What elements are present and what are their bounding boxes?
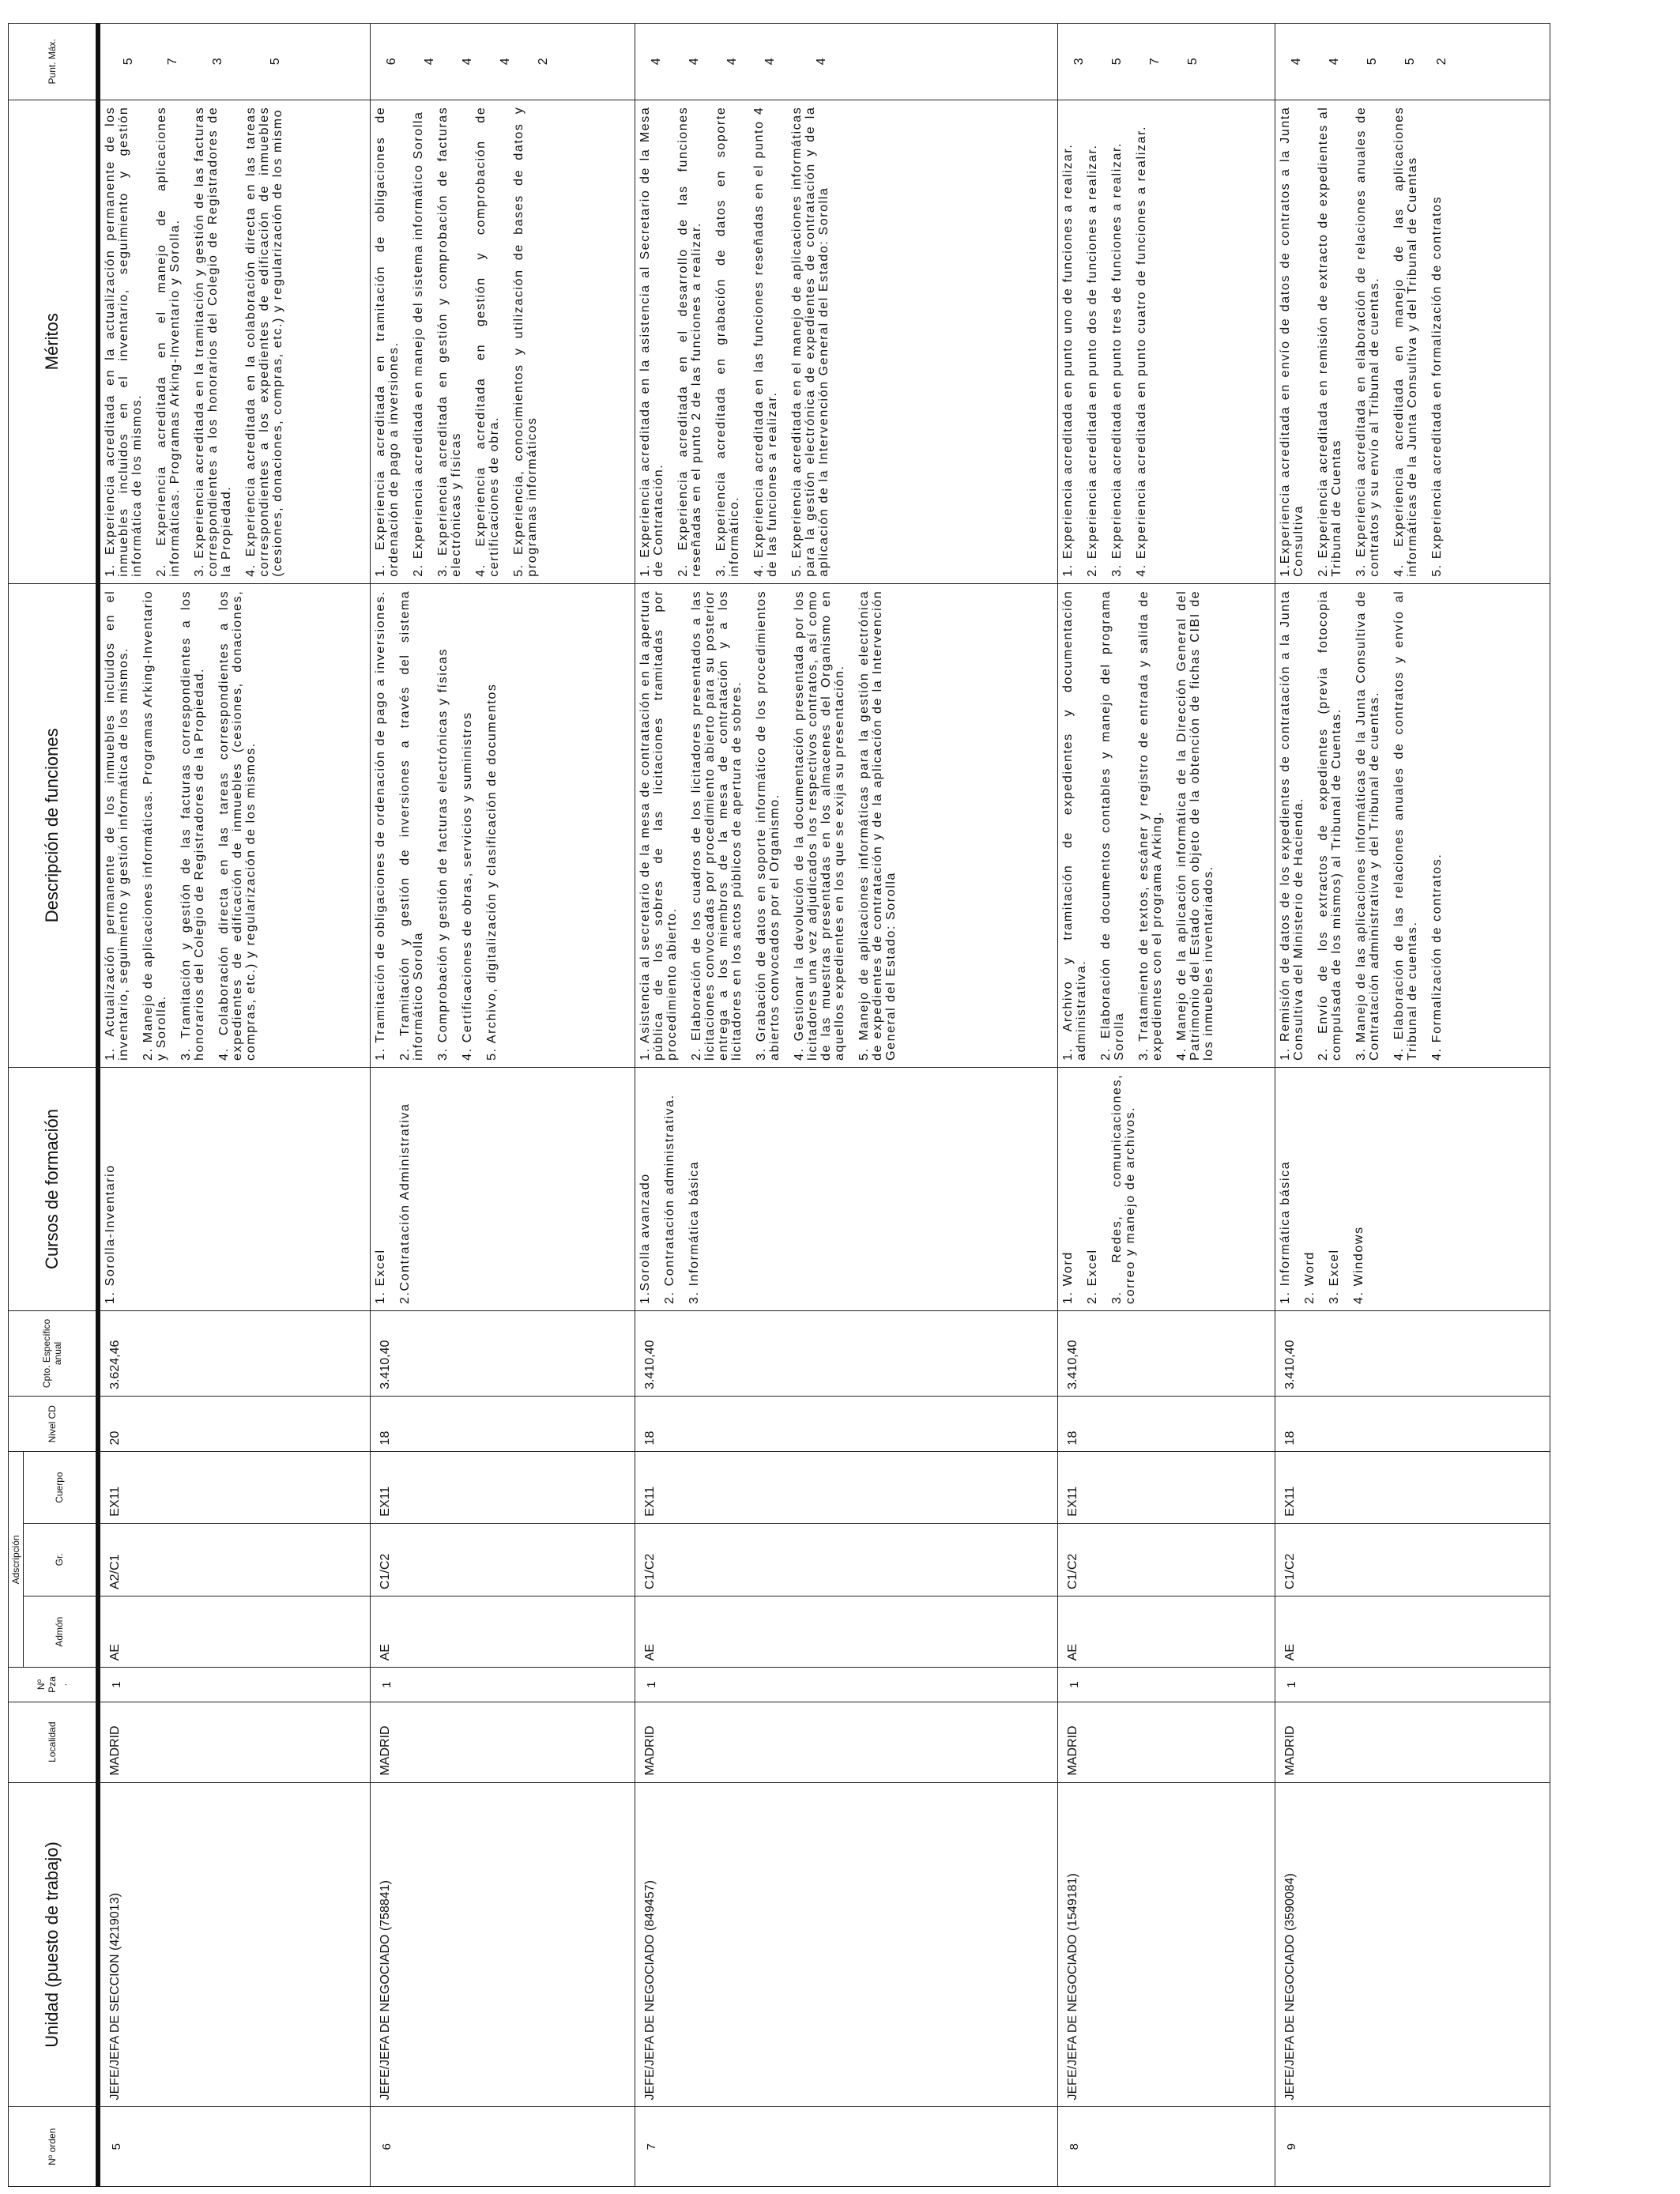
punto-value: 5 (1365, 58, 1379, 66)
puntos-list (379, 30, 568, 93)
cursos-list (374, 1074, 412, 1304)
punto-value: 2 (537, 58, 550, 66)
punto-value: 6 (385, 58, 398, 66)
unidad-cell: JEFE/JEFA DE NEGOCIADO (849457) (635, 1782, 1058, 2107)
table-row (98, 24, 371, 2187)
curso-item: 1. Excel (374, 1249, 387, 1305)
funcion-item: 5. Manejo de aplicaciones informáticas para la gestión electrónica de expedientes de contratación y de la aplicación de la Intervención General del Estado: Sorolla (857, 590, 898, 1061)
especifico-cell: 3.410,40 (635, 1311, 1058, 1397)
curso-item: 1. Sorolla-Inventario (103, 1164, 117, 1305)
header-row-top (9, 24, 24, 2187)
header-nivel: Nivel CD (9, 1396, 98, 1452)
merito-item: 2. Experiencia acreditada en el desarrollo de las funciones reseñadas en el punto 2 de las funciones a realizar. (676, 106, 703, 577)
funcion-item: 1. Tramitación de obligaciones de ordenación de pago a inversiones. (374, 590, 387, 1061)
nivel-cell: 20 (98, 1396, 371, 1452)
admon-cell: AE (1275, 1596, 1550, 1668)
merito-item: 1.Experiencia acreditada en envío de datos de contratos a la Junta Consultiva (1279, 106, 1305, 577)
funciones-cell (635, 583, 1058, 1067)
merito-item: 1. Experiencia acreditada en la actualización permanente de los inmuebles incluidos en el inventario, seguimiento y gestión informática de los mismos. (103, 106, 144, 577)
funcion-item: 3. Comprobación y gestión de facturas electrónicas y físicas (436, 647, 450, 1061)
puntos-cell (635, 24, 1058, 100)
merito-item: 5. Experiencia acreditada en formalización de contratos (1430, 195, 1444, 577)
nivel-cell: 18 (1275, 1396, 1550, 1452)
curso-item: 4. Windows (1352, 1226, 1365, 1305)
curso-item: 2. Word (1303, 1251, 1317, 1305)
orden-cell: 5 (98, 2107, 371, 2187)
punto-value: 5 (268, 58, 282, 66)
funcion-item: 4. Gestionar la devolución de la documentación presentada por los licitadores una vez adjudicados los respectivos contratos, así como de las muestras presentadas en los almacenes del Organismo en aquellos expedientes en los que se exija su presentación. (793, 590, 846, 1061)
punto-value: 5 (1110, 58, 1124, 66)
curso-item: 2.Contratación Administrativa (398, 1103, 412, 1305)
table-row (1275, 24, 1550, 2187)
funciones-list (374, 590, 499, 1061)
grupo-cell: A2/C1 (98, 1523, 371, 1596)
merito-item: 2. Experiencia acreditada en el manejo de aplicaciones informáticas. Programas Arking-Inventario y Sorolla. (154, 106, 182, 577)
localidad-cell: MADRID (635, 1702, 1058, 1782)
admon-cell: AE (98, 1596, 371, 1668)
curso-item: 3. Informática básica (687, 1160, 701, 1305)
punto-value: 5 (1186, 58, 1200, 66)
meritos-cell (98, 100, 371, 583)
merito-item: 5. Experiencia, conocimientos y utilización de bases de datos y programas informáticos (512, 106, 539, 577)
funciones-cell (1275, 583, 1550, 1067)
orden-cell: 6 (371, 2107, 635, 2187)
meritos-cell (1058, 100, 1275, 583)
punto-value: 4 (725, 58, 739, 66)
grupo-cell: C1/C2 (635, 1523, 1058, 1596)
header-unidad: Unidad (puesto de trabajo) (9, 1782, 98, 2107)
punto-value: 4 (461, 58, 474, 66)
puntos-list (1066, 30, 1218, 93)
puntos-cell (1058, 24, 1275, 100)
funcion-item: 3. Manejo de las aplicaciones informáticas de la Junta Consultiva de Contratación administrativa y del Tribunal de cuentas. (1354, 590, 1381, 1061)
puntos-cell (371, 24, 635, 100)
funcion-item: 4. Elaboración de las relaciones anuales de contratos y envío al Tribunal de cuentas. (1392, 590, 1419, 1061)
plazas-cell: 1 (98, 1668, 371, 1702)
curso-item: 1.Sorolla avanzado (638, 1173, 652, 1305)
funcion-item: 3. Tratamiento de textos, escáner y registro de entrada y salida de expedientes con el programa Arking. (1137, 590, 1164, 1061)
punto-value: 4 (687, 58, 701, 66)
funcion-item: 1. Archivo y tramitación de expedientes y documentación administrativa. (1061, 590, 1088, 1061)
cursos-cell (371, 1067, 635, 1310)
funcion-item: 2. Envío de los extractos de expedientes (previa fotocopia compulsada de los mismos) al Tribunal de Cuentas. (1317, 590, 1343, 1061)
funcion-item: 2. Manejo de aplicaciones informáticas. Programas Arking-Inventario y Sorolla. (141, 590, 168, 1061)
merito-item: 4. Experiencia acreditada en punto cuatro de funciones a realizar. (1135, 125, 1148, 577)
funciones-cell (371, 583, 635, 1067)
puntos-list (643, 30, 860, 93)
orden-cell: 7 (635, 2107, 1058, 2187)
puntos-list (1283, 30, 1460, 93)
nivel-cell: 18 (1058, 1396, 1275, 1452)
funciones-cell (98, 583, 371, 1067)
merito-item: 2. Experiencia acreditada en manejo del sistema informático Sorolla (412, 111, 425, 577)
funcion-item: 4. Manejo de la aplicación informática de la Dirección General del Patrimonio del Estado con objeto de la obtención de fichas CIBI de los inmuebles inventariados. (1175, 590, 1215, 1061)
header-especifico: Cpto. Específico anual (9, 1311, 98, 1397)
grupo-cell: C1/C2 (1275, 1523, 1550, 1596)
meritos-list (638, 107, 831, 577)
orden-cell: 9 (1275, 2107, 1550, 2187)
merito-item: 3. Experiencia acreditada en punto tres de funciones a realizar. (1110, 141, 1124, 577)
header-plazas: Nº Pza . (9, 1668, 98, 1702)
funcion-item: 3. Grabación de datos en soporte informático de los procedimientos abiertos convocados por el Organismo. (755, 590, 782, 1061)
header-localidad: Localidad (9, 1702, 98, 1782)
punto-value: 4 (1328, 58, 1341, 66)
punto-value: 4 (815, 58, 828, 66)
funciones-cell (1058, 583, 1275, 1067)
unidad-cell: JEFE/JEFA DE NEGOCIADO (3590084) (1275, 1782, 1550, 2107)
plazas-cell: 1 (635, 1668, 1058, 1702)
funciones-list (638, 590, 898, 1061)
puntos-cell (1275, 24, 1550, 100)
merito-item: 4. Experiencia acreditada en gestión y comprobación de certificaciones de obra. (474, 106, 501, 577)
cursos-cell (635, 1067, 1058, 1310)
punto-value: 7 (165, 58, 179, 66)
localidad-cell: MADRID (1275, 1702, 1550, 1782)
funcion-item: 2. Tramitación y gestión de inversiones a través del sistema informático Sorolla (398, 590, 425, 1061)
cursos-cell (98, 1067, 371, 1310)
especifico-cell: 3.410,40 (1275, 1311, 1550, 1397)
meritos-cell (635, 100, 1058, 583)
curso-item: 2. Excel (1086, 1249, 1099, 1305)
curso-item: 3. Redes, comunicaciones, correo y manejo de archivos. (1110, 1073, 1137, 1305)
orden-cell: 8 (1058, 2107, 1275, 2187)
cursos-cell (1058, 1067, 1275, 1310)
header-puntos: Punt. Máx. (9, 24, 98, 100)
nivel-cell: 18 (371, 1396, 635, 1452)
curso-item: 3. Excel (1328, 1249, 1341, 1305)
puntos-cell (98, 24, 371, 100)
merito-item: 1. Experiencia acreditada en punto uno de funciones a realizar. (1061, 143, 1075, 577)
cuerpo-cell: EX11 (1058, 1452, 1275, 1523)
cuerpo-cell: EX11 (371, 1452, 635, 1523)
merito-item: 3. Experiencia acreditada en grabación de datos en soporte informático. (714, 106, 741, 577)
merito-item: 5. Experiencia acreditada en el manejo de aplicaciones informáticas para la gestión electrónica de expedientes de contratación y de la aplicación de la Intervención General del Estado: Sorolla (790, 106, 831, 577)
unidad-cell: JEFE/JEFA DE SECCION (4219013) (98, 1782, 371, 2107)
funcion-item: 3. Tramitación y gestión de las facturas correspondientes a los honorarios del Colegio de Registradores de la Propiedad. (179, 590, 206, 1061)
meritos-cell (1275, 100, 1550, 583)
cursos-cell (1275, 1067, 1550, 1310)
funciones-list (1061, 590, 1215, 1061)
punto-value: 5 (121, 58, 135, 66)
header-admon: Admón (24, 1596, 98, 1668)
merito-item: 2. Experiencia acreditada en remisión de extracto de expedientes al Tribunal de Cuentas (1317, 106, 1343, 577)
localidad-cell: MADRID (98, 1702, 371, 1782)
meritos-list (104, 107, 284, 577)
punto-value: 3 (1072, 58, 1086, 66)
header-funciones: Descripción de funciones (9, 583, 98, 1067)
admon-cell: AE (1058, 1596, 1275, 1668)
unidad-cell: JEFE/JEFA DE NEGOCIADO (758841) (371, 1782, 635, 2107)
plazas-cell: 1 (1275, 1668, 1550, 1702)
cursos-list (104, 1074, 117, 1304)
meritos-cell (371, 100, 635, 583)
nivel-cell: 18 (635, 1396, 1058, 1452)
cursos-list (638, 1074, 701, 1304)
puntos-list (108, 30, 314, 93)
unidad-cell: JEFE/JEFA DE NEGOCIADO (1549181) (1058, 1782, 1275, 2107)
merito-item: 3. Experiencia acreditada en la tramitación y gestión de las facturas correspondientes a los honorarios del Colegio de Registradores de la Propiedad. (192, 106, 233, 577)
merito-item: 1. Experiencia acreditada en tramitación de obligaciones de ordenación de pago a inversiones. (374, 106, 401, 577)
merito-item: 4. Experiencia acreditada en manejo de las aplicaciones informáticas de la Junta Consultiva y del Tribunal de Cuentas (1392, 106, 1419, 577)
merito-item: 1. Experiencia acreditada en la asistencia al Secretario de la Mesa de Contratación. (638, 106, 665, 577)
plazas-cell: 1 (371, 1668, 635, 1702)
merito-item: 3. Experiencia acreditada en gestión y comprobación de facturas electrónicas y físicas (436, 106, 463, 577)
cursos-list (1279, 1074, 1365, 1304)
job-positions-table (8, 23, 1550, 2187)
grupo-cell: C1/C2 (371, 1523, 635, 1596)
cuerpo-cell: EX11 (635, 1452, 1058, 1523)
merito-item: 3. Experiencia acreditada en elaboración de relaciones anuales de contratos y su envío al Tribunal de cuentas. (1354, 106, 1381, 577)
header-adscripcion: Adscripción (9, 1452, 24, 1668)
funcion-item: 4. Colaboración directa en las tareas correspondientes a los expedientes de edificación de inmuebles (cesiones, donaciones, compras, etc.) y regularización de los mismos. (217, 590, 258, 1061)
admon-cell: AE (635, 1596, 1058, 1668)
meritos-list (1279, 107, 1444, 577)
punto-value: 4 (499, 58, 512, 66)
punto-value: 3 (210, 58, 224, 66)
punto-value: 7 (1148, 58, 1162, 66)
funciones-list (104, 590, 258, 1061)
funcion-item: 2. Elaboración de documentos contables y manejo del programa Sorolla (1099, 590, 1126, 1061)
grupo-cell: C1/C2 (1058, 1523, 1275, 1596)
header-orden: Nº orden (9, 2107, 98, 2187)
cursos-list (1061, 1074, 1137, 1304)
meritos-list (1061, 107, 1148, 577)
cuerpo-cell: EX11 (1275, 1452, 1550, 1523)
plazas-cell: 1 (1058, 1668, 1275, 1702)
especifico-cell: 3.624,46 (98, 1311, 371, 1397)
punto-value: 4 (650, 58, 663, 66)
header-meritos: Méritos (9, 100, 98, 583)
curso-item: 2. Contratación administrativa. (663, 1094, 676, 1305)
merito-item: 4. Experiencia acreditada en las funciones reseñadas en el punto 4 de las funciones a realizar. (752, 106, 779, 577)
cuerpo-cell: EX11 (98, 1452, 371, 1523)
funcion-item: 4. Certificaciones de obras, servicios y suministros (461, 711, 474, 1061)
punto-value: 4 (1290, 58, 1303, 66)
merito-item: 2. Experiencia acreditada en punto dos de funciones a realizar. (1086, 144, 1099, 577)
punto-value: 5 (1403, 58, 1417, 66)
header-grupo: Gr. (24, 1523, 98, 1596)
localidad-cell: MADRID (371, 1702, 635, 1782)
admon-cell: AE (371, 1596, 635, 1668)
curso-item: 1. Informática básica (1279, 1160, 1292, 1305)
funcion-item: 4. Formalización de contratos. (1430, 853, 1444, 1061)
especifico-cell: 3.410,40 (371, 1311, 635, 1397)
table-row (371, 24, 635, 2187)
especifico-cell: 3.410,40 (1058, 1311, 1275, 1397)
table-body (98, 24, 1550, 2187)
merito-item: 4. Experiencia acreditada en la colaboración directa en las tareas correspondientes a los expedientes de edificación de inmuebles (cesiones, donaciones, compras, etc.) y regularización de los mismo (243, 106, 284, 577)
funcion-item: 1. Actualización permanente de los inmuebles incluidos en el inventario, seguimiento y gestión informática de los mismos. (103, 590, 130, 1061)
punto-value: 2 (1435, 58, 1448, 66)
table-row (635, 24, 1058, 2187)
punto-value: 4 (763, 58, 777, 66)
funcion-item: 5. Archivo, digitalización y clasificación de documentos (485, 683, 499, 1061)
table-row (1058, 24, 1275, 2187)
funciones-list (1279, 590, 1444, 1061)
funcion-item: 1. Asistencia al secretario de la mesa de contratación en la apertura pública de los sobres de las licitaciones tramitadas por procedimiento abierto. (638, 590, 679, 1061)
header-cuerpo: Cuerpo (24, 1452, 98, 1523)
punto-value: 4 (423, 58, 436, 66)
meritos-list (374, 107, 539, 577)
funcion-item: 2. Elaboración de los cuadros de los licitadores presentados a las licitaciones convocadas por procedimiento abierto para su posterior entrega a los miembros de la mesa de contratación y a los licitadores en los actos públicos de apertura de sobres. (690, 590, 744, 1061)
localidad-cell: MADRID (1058, 1702, 1275, 1782)
curso-item: 1. Word (1061, 1251, 1075, 1305)
funcion-item: 1. Remisión de datos de los expedientes de contratación a la Junta Consultiva del Ministerio de Hacienda. (1279, 590, 1305, 1061)
header-cursos: Cursos de formación (9, 1067, 98, 1310)
